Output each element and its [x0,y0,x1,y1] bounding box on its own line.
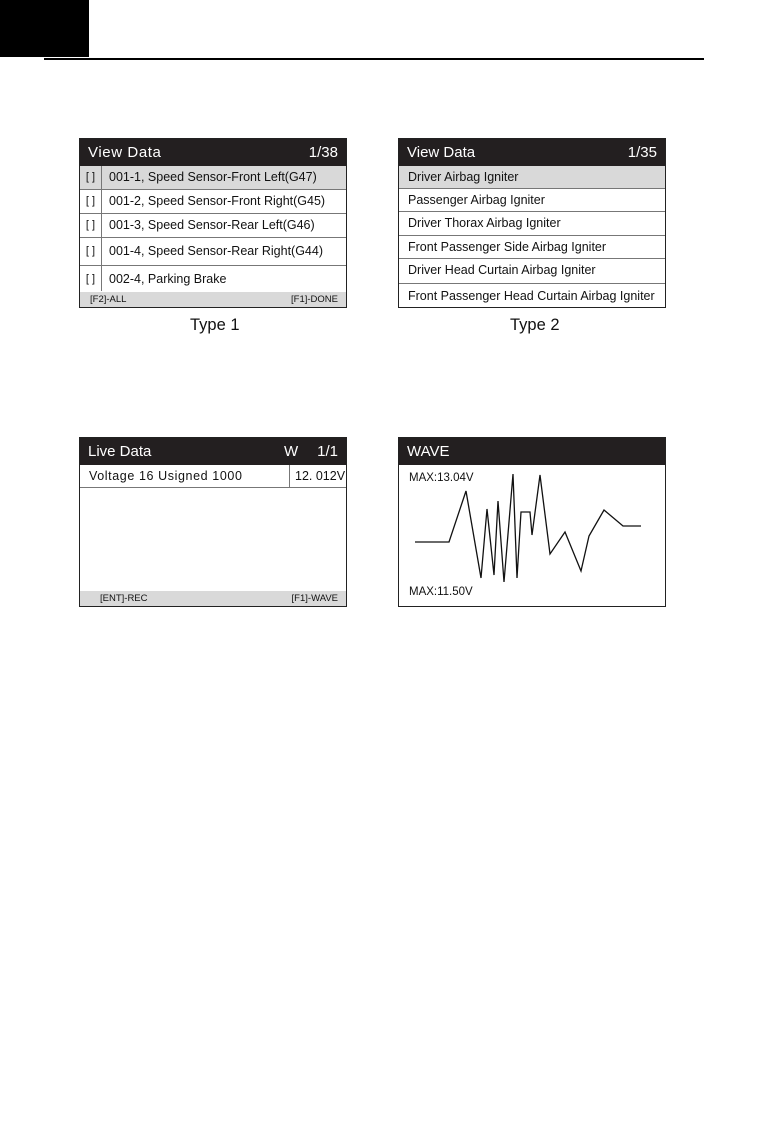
row-label: Driver Thorax Airbag Igniter [408,216,561,230]
wave-title: WAVE [407,443,450,460]
type2-row-5[interactable] [399,259,665,284]
wave-key[interactable]: [F1]-WAVE [291,593,338,604]
page-corner-tab [0,0,89,57]
live-data-row[interactable] [80,465,346,488]
type1-row-4[interactable] [80,238,346,266]
live-title: Live Data [88,443,152,460]
type2-row-2[interactable] [399,189,665,212]
type1-row-5[interactable] [80,266,346,291]
done-key[interactable]: [F1]-DONE [291,294,338,305]
type2-row-6[interactable] [399,284,665,308]
type2-screen [398,138,666,308]
type1-page-indicator: 1/38 [308,144,338,161]
wave-header [399,438,665,465]
row-label: 001-2, Speed Sensor-Front Right(G45) [109,194,326,208]
row-label: 001-1, Speed Sensor-Front Left(G47) [109,170,317,184]
row-label: Passenger Airbag Igniter [408,193,545,207]
live-unit: W [284,443,299,460]
type1-title: View Data [88,144,162,161]
waveform-graph [399,465,665,606]
live-value-cell [289,465,346,487]
type1-footer [80,292,346,307]
type2-caption: Type 2 [510,316,560,334]
row-checkbox[interactable]: [ ] [80,266,102,291]
select-all-key[interactable]: [F2]-ALL [90,294,127,305]
type1-row-2[interactable] [80,190,346,214]
type2-row-3[interactable] [399,212,665,236]
row-label: 001-3, Speed Sensor-Rear Left(G46) [109,218,315,232]
live-data-screen [79,437,347,607]
row-label: Front Passenger Side Airbag Igniter [408,240,607,254]
row-label: Driver Head Curtain Airbag Igniter [408,263,596,277]
live-page-indicator: 1/1 [317,443,338,460]
type2-header [399,139,665,166]
type1-caption: Type 1 [190,316,240,334]
type2-title: View Data [407,144,476,161]
row-checkbox[interactable]: [ ] [80,166,102,189]
waveform-line [415,474,641,582]
live-item-value: 12. 012V [295,469,346,483]
row-checkbox[interactable]: [ ] [80,190,102,213]
wave-screen [398,437,666,607]
header-rule [44,58,704,60]
type1-header [80,139,346,166]
type2-row-1[interactable] [399,166,665,189]
row-label: Front Passenger Head Curtain Airbag Igniter [408,289,655,303]
row-checkbox[interactable]: [ ] [80,238,102,265]
type1-row-1[interactable] [80,166,346,190]
type2-page-indicator: 1/35 [627,144,657,161]
type1-screen [79,138,347,308]
type2-row-4[interactable] [399,236,665,259]
row-label: Driver Airbag Igniter [408,170,519,184]
wave-min-label: MAX:11.50V [409,586,473,598]
live-item-name: Voltage 16 Usigned 1000 [89,469,243,483]
record-key[interactable]: [ENT]-REC [100,593,148,604]
live-footer [80,591,346,606]
row-label: 001-4, Speed Sensor-Rear Right(G44) [109,244,324,258]
row-checkbox[interactable]: [ ] [80,214,102,237]
wave-max-label: MAX:13.04V [409,472,474,484]
live-header [80,438,346,465]
row-label: 002-4, Parking Brake [109,272,227,286]
type1-row-3[interactable] [80,214,346,238]
